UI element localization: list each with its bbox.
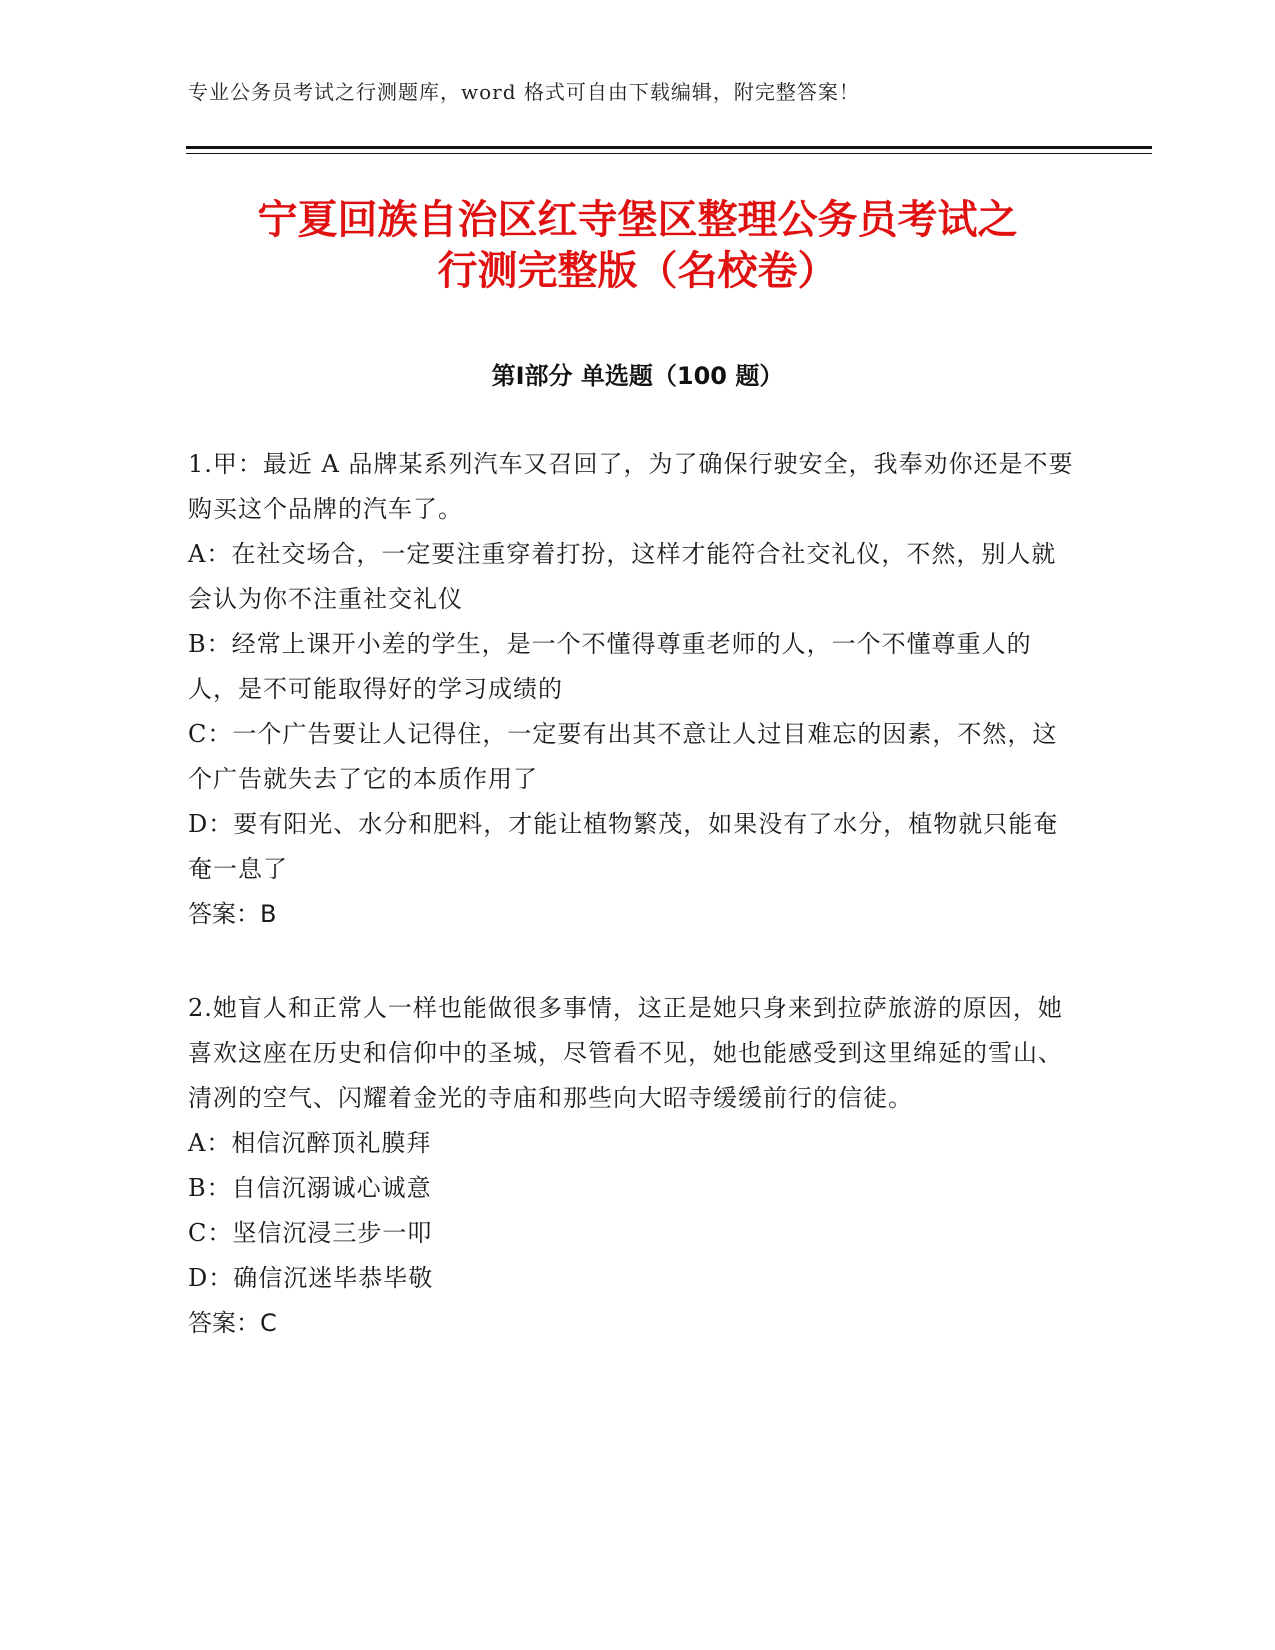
document-title [150, 195, 1125, 297]
answer: 答案：B [188, 900, 277, 928]
option-b: B：自信沉溺诚心诚意 [188, 1174, 432, 1202]
option-b: B：经常上课开小差的学生，是一个不懂得尊重老师的人，一个不懂尊重人的人，是不可能取得好的学习成绩的 [188, 630, 1032, 703]
answer: 答案：C [188, 1309, 277, 1337]
document-title-line-2: 行测完整版（名校卷） [437, 248, 838, 294]
question-stem: 2.她盲人和正常人一样也能做很多事情，这正是她只身来到拉萨旅游的原因，她喜欢这座在历史和信仰中的圣城，尽管看不见，她也能感受到这里绵延的雪山、清冽的空气、闪耀着金光的寺庙和那些向大昭寺缓缓前行的信徒。 [188, 994, 1063, 1112]
option-d: D：要有阳光、水分和肥料，才能让植物繁茂，如果没有了水分，植物就只能奄奄一息了 [188, 810, 1059, 883]
header-note: 专业公务员考试之行测题库，word 格式可自由下载编辑，附完整答案！ [188, 80, 860, 104]
option-d: D：确信沉迷毕恭毕敬 [188, 1264, 434, 1292]
section-title: 第Ⅰ部分 单选题（100 题） [491, 362, 784, 390]
question-1 [188, 442, 1078, 937]
header-rule-thick [186, 146, 1152, 149]
option-a: A：相信沉醉顶礼膜拜 [188, 1129, 432, 1157]
question-stem: 1.甲：最近 A 品牌某系列汽车又召回了，为了确保行驶安全，我奉劝你还是不要购买这个品牌的汽车了。 [188, 450, 1074, 523]
option-c: C：坚信沉浸三步一叩 [188, 1219, 433, 1247]
option-c: C：一个广告要让人记得住，一定要有出其不意让人过目难忘的因素，不然，这个广告就失去了它的本质作用了 [188, 720, 1058, 793]
header-rule-thin [186, 153, 1152, 154]
document-title-line-1: 宁夏回族自治区红寺堡区整理公务员考试之 [257, 197, 1018, 243]
option-a: A：在社交场合，一定要注重穿着打扮，这样才能符合社交礼仪，不然，别人就会认为你不注重社交礼仪 [188, 540, 1057, 613]
question-2 [188, 986, 1078, 1346]
